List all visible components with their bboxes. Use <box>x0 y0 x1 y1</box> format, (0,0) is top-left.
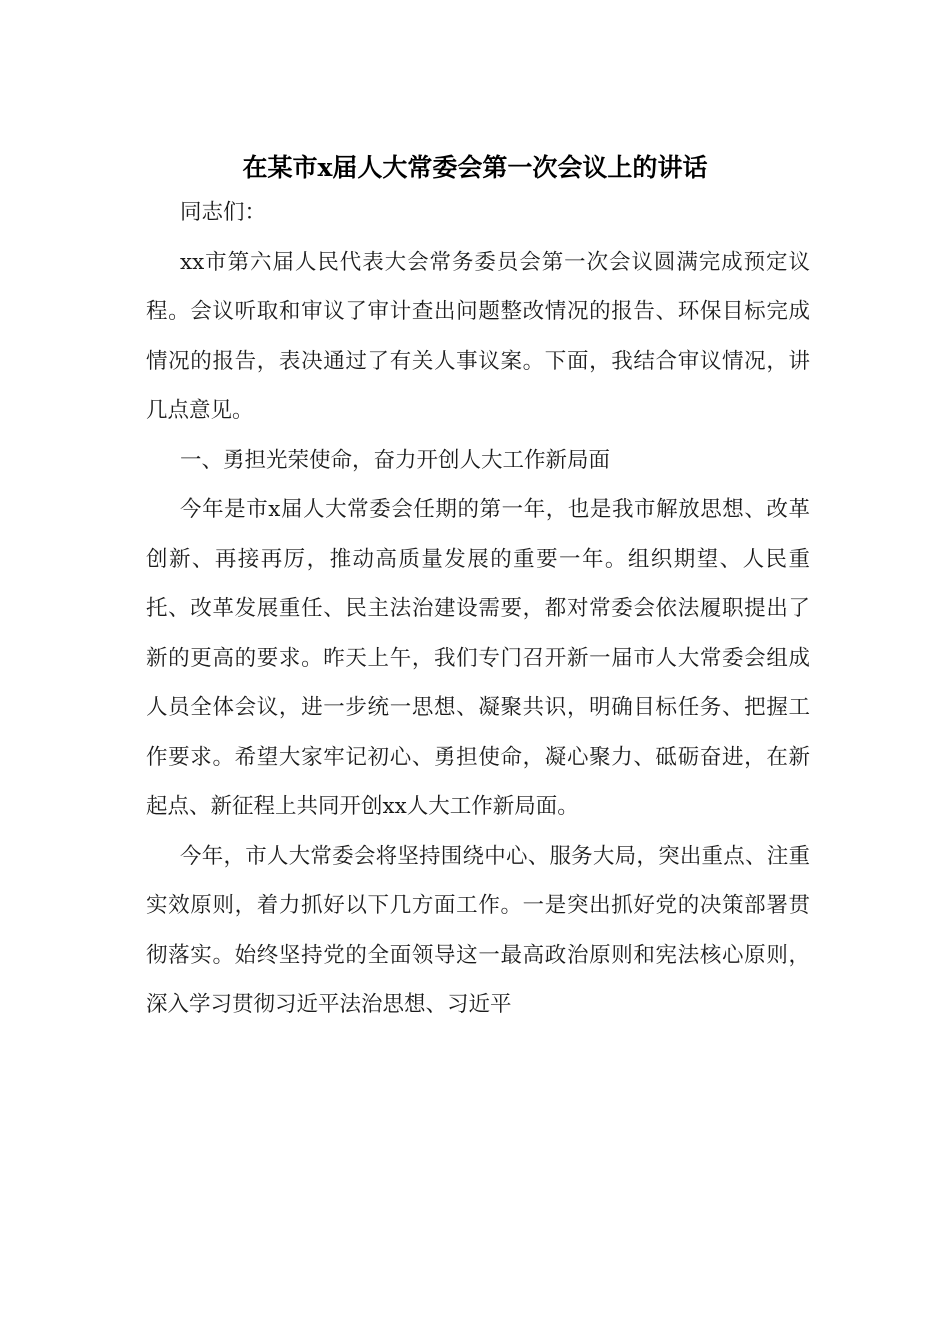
section-heading-1: 一、勇担光荣使命，奋力开创人大工作新局面 <box>180 447 611 473</box>
document-title: 在某市x届人大常委会第一次会议上的讲话 <box>242 153 708 182</box>
salutation-paragraph: 同志们： <box>180 200 267 225</box>
intro-paragraph: xx市第六届人民代表大会常务委员会第一次会议圆满完成预定议程。会议听取和审议了审计查出问题整改情况的报告、环保目标完成情况的报告，表决通过了有关人事议案。下面，我结合审议情况，讲几点意见。 <box>146 249 810 423</box>
document-body <box>146 188 810 1030</box>
body-paragraph-1: 今年是市x届人大常委会任期的第一年，也是我市解放思想、改革创新、再接再厉，推动高质量发展的重要一年。组织期望、人民重托、改革发展重任、民主法治建设需要，都对常委会依法履职提出了新的更高的要求。昨天上午，我们专门召开新一届市人大常委会组成人员全体会议，进一步统一思想、凝聚共识，明确目标任务、把握工作要求。希望大家牢记初心、勇担使命，凝心聚力、砥砺奋进，在新起点、新征程上共同开创xx人大工作新局面。 <box>146 497 810 819</box>
body-paragraph-2: 今年，市人大常委会将坚持围绕中心、服务大局，突出重点、注重实效原则，着力抓好以下几方面工作。一是突出抓好党的决策部署贯彻落实。始终坚持党的全面领导这一最高政治原则和宪法核心原则，深入学习贯彻习近平法治思想、习近平 <box>146 843 810 1017</box>
